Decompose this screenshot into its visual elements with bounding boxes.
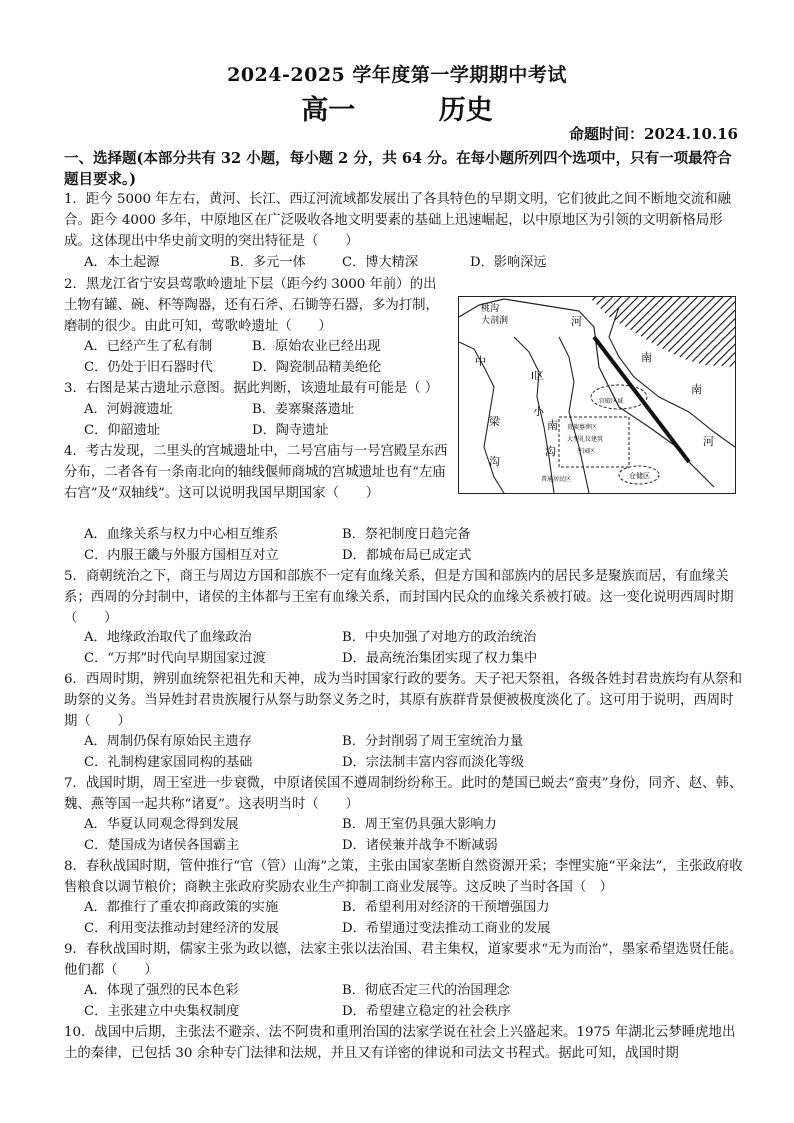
map-label: 梁 (489, 415, 500, 428)
option-c[interactable]: C．主张建立中央集权制度 (84, 1004, 240, 1019)
question-5 (64, 566, 744, 630)
option-b[interactable]: B．希望利用对经济的干预增强国力 (342, 900, 550, 915)
option-c[interactable]: C．内服王畿与外服方国相互对立 (84, 548, 279, 563)
map-label: 大型礼仪建筑 (567, 436, 604, 443)
options-1 (84, 252, 724, 273)
question-10 (64, 1022, 744, 1064)
option-b[interactable]: B．分封削弱了周王室统治力量 (342, 734, 524, 749)
question-stem: 8．春秋战国时期，管仲推行“官（管）山海”之策，主张由国家垄断自然资源开采；李悝实施“平籴法”，主张政府收售粮食以调节粮价；商鞅主张政府奖励农业生产抑制工商业发展等。这反映了当时各国（ ） (64, 859, 743, 896)
option-a[interactable]: A．周制仍保有原始民主遗存 (84, 734, 252, 749)
question-3 (64, 378, 454, 399)
option-d[interactable]: D．影响深远 (470, 255, 547, 270)
option-d[interactable]: D．希望通过变法推动工商业的发展 (342, 921, 551, 936)
map-label: 仓储区 (629, 472, 650, 480)
map-label: 南 (641, 351, 652, 364)
option-b[interactable]: B．原始农业已经出现 (252, 339, 381, 354)
options-8 (84, 897, 724, 939)
map-label: 小 (533, 405, 544, 418)
question-7 (64, 773, 744, 815)
map-label: 沟 (489, 455, 500, 468)
option-c[interactable]: C．仍处于旧石器时代 (84, 360, 213, 375)
map-label: 宫殿区域 (599, 398, 624, 405)
option-a[interactable]: A．华夏认同观念得到发展 (84, 817, 239, 832)
options-9 (84, 980, 724, 1022)
option-a[interactable]: A．本土起源 (84, 255, 160, 270)
option-a[interactable]: A．血缘关系与权力中心相互维系 (84, 527, 279, 542)
option-d[interactable]: D．陶寺遗址 (252, 423, 329, 438)
map-label: 桃沟 (481, 304, 500, 314)
map-label: 中 (475, 355, 486, 368)
question-stem: 10．战国中后期，主张法不避亲、法不阿贵和重刑治国的法家学说在社会上兴盛起来。1975 年湖北云梦睡虎地出土的秦律，已包括 30 余种专门法律和法规，并且又有详密的律说和司法文书程式。据此可知，战国时期 (64, 1025, 736, 1062)
option-c[interactable]: C．利用变法推动封建经济的发展 (84, 921, 279, 936)
option-c[interactable]: C．仰韶遗址 (84, 423, 161, 438)
site-map-svg (459, 297, 735, 493)
option-c[interactable]: C．礼制构建家国同构的基础 (84, 755, 253, 770)
option-b[interactable]: B．祭祀制度日趋完备 (342, 527, 471, 542)
map-label: 庄园区 (577, 448, 596, 455)
option-b[interactable]: B．中央加强了对地方的政治统治 (342, 630, 537, 645)
grade-subject (0, 88, 794, 127)
question-1 (64, 189, 744, 253)
options-4 (84, 524, 724, 566)
option-d[interactable]: D．最高统治集团实现了权力集中 (342, 651, 538, 666)
subject-label: 历史 (438, 95, 493, 126)
options-5 (84, 627, 724, 669)
option-d[interactable]: D．宗法制丰富内容而淡化等级 (342, 755, 525, 770)
map-label: I区 (531, 371, 544, 382)
option-a[interactable]: A．已经产生了私有制 (84, 339, 213, 354)
options-3 (84, 399, 444, 441)
option-b[interactable]: B．多元一体 (230, 255, 306, 270)
option-d[interactable]: D．希望建立稳定的社会秩序 (342, 1004, 511, 1019)
option-c[interactable]: C．楚国成为诸侯各国霸主 (84, 838, 240, 853)
option-d[interactable]: D．都城布局已成定式 (342, 548, 472, 563)
option-c[interactable]: C．“万邦”时代向早期国家过渡 (84, 651, 266, 666)
question-stem: 4．考古发现，二里头的宫城遗址中，二号宫庙与一号宫殿呈东西分布，二者各有一条南北向的轴线偃师商城的宫城遗址也有“左庙右宫”及“双轴线”。这可以说明我国早期国家（ ） (64, 444, 448, 502)
question-9 (64, 939, 744, 981)
options-7 (84, 814, 724, 856)
option-b[interactable]: B．姜寨聚落遗址 (252, 402, 355, 417)
question-8 (64, 856, 744, 898)
exam-time: 命题时间：2024.10.16 (569, 125, 738, 143)
options-6 (84, 731, 724, 773)
option-c[interactable]: C．博大精深 (342, 255, 419, 270)
question-stem: 6．西周时期，辨别血统祭祀祖先和天神，成为当时国家行政的要务。天子祀天祭祖，各级各姓封君贵族均有从祭和助祭的义务。当异姓封君贵族履行从祭与助祭义务之时，其原有族群背景便被极度淡化了。这可用于说明，西周时期（ ） (64, 672, 743, 730)
option-a[interactable]: A．都推行了重农抑商政策的实施 (84, 900, 279, 915)
option-a[interactable]: A．河姆渡遗址 (84, 402, 173, 417)
question-4 (64, 441, 450, 505)
map-label: 河 (703, 435, 714, 448)
map-label: 贵族墓葬区 (567, 424, 598, 431)
question-stem: 3．右图是某古遗址示意图。据此判断，该遗址最有可能是（ ） (64, 381, 439, 396)
grade-label: 高一 (301, 95, 356, 126)
map-label: 沟 (545, 445, 556, 458)
option-d[interactable]: D．陶瓷制品精美绝伦 (252, 360, 382, 375)
question-stem: 7．战国时期，周王室进一步衰微，中原诸侯国不遵周制纷纷称王。此时的楚国已蜕去“蛮夷”身份，同齐、赵、韩、魏、燕等国一起共称“诸夏”。这表明当时（ ） (64, 776, 743, 813)
section-heading: 一、选择题(本部分共有 32 小题，每小题 2 分，共 64 分。在每小题所列四个选项中，只有一项最符合题目要求。) (64, 150, 732, 188)
option-b[interactable]: B．彻底否定三代的治国理念 (342, 983, 510, 998)
question-stem: 1．距今 5000 年左右，黄河、长江、西辽河流域都发展出了各具特色的早期文明，它们彼此之间不断地交流和融合。距今 4000 多年，中原地区在广泛吸收各地文明要素的基础上迅速崛起，以中原地区为引领的文明新格局形成。这体现出中华史前文明的突出特征是（ ） (64, 192, 732, 250)
question-6 (64, 669, 744, 733)
option-b[interactable]: B．周王室仍具强大影响力 (342, 817, 497, 832)
question-stem: 9．春秋战国时期，儒家主张为政以德，法家主张以法治国、君主集权，道家要求“无为而治”，墨家希望选贤任能。他们都（ ） (64, 942, 743, 979)
gully-line-3 (559, 337, 589, 493)
exam-title: 2024-2025 学年度第一学期期中考试 (227, 64, 567, 86)
map-label: 大剖涧 (481, 316, 509, 326)
options-2 (84, 336, 444, 378)
option-a[interactable]: A．体现了强烈的民本色彩 (84, 983, 239, 998)
question-stem: 5．商朝统治之下，商王与周边方国和部族不一定有血缘关系，但是方国和部族内的居民多是聚族而居，有血缘关系；西周的分封制中，诸侯的主体都与王室有血缘关系，而封国内民众的血缘关系被打破。这一变化说明西周时期（ ） (64, 569, 734, 627)
map-label: 普通居民区 (541, 476, 572, 483)
option-a[interactable]: A．地缘政治取代了血缘政治 (84, 630, 252, 645)
map-label: 南 (547, 419, 558, 432)
question-stem-text: 2．黑龙江省宁安县莺歌岭遗址下层（距今约 3000 年前）的出土物有罐、碗、杯等陶器，还有石斧、石锄等石器，多为打制，磨制的很少。由此可知，莺歌岭遗址（ ） (64, 277, 439, 335)
site-map-figure (458, 296, 736, 494)
map-label: 河 (571, 315, 582, 328)
option-d[interactable]: D．诸侯兼并战争不断减弱 (342, 838, 498, 853)
map-label: 南 (691, 383, 702, 396)
